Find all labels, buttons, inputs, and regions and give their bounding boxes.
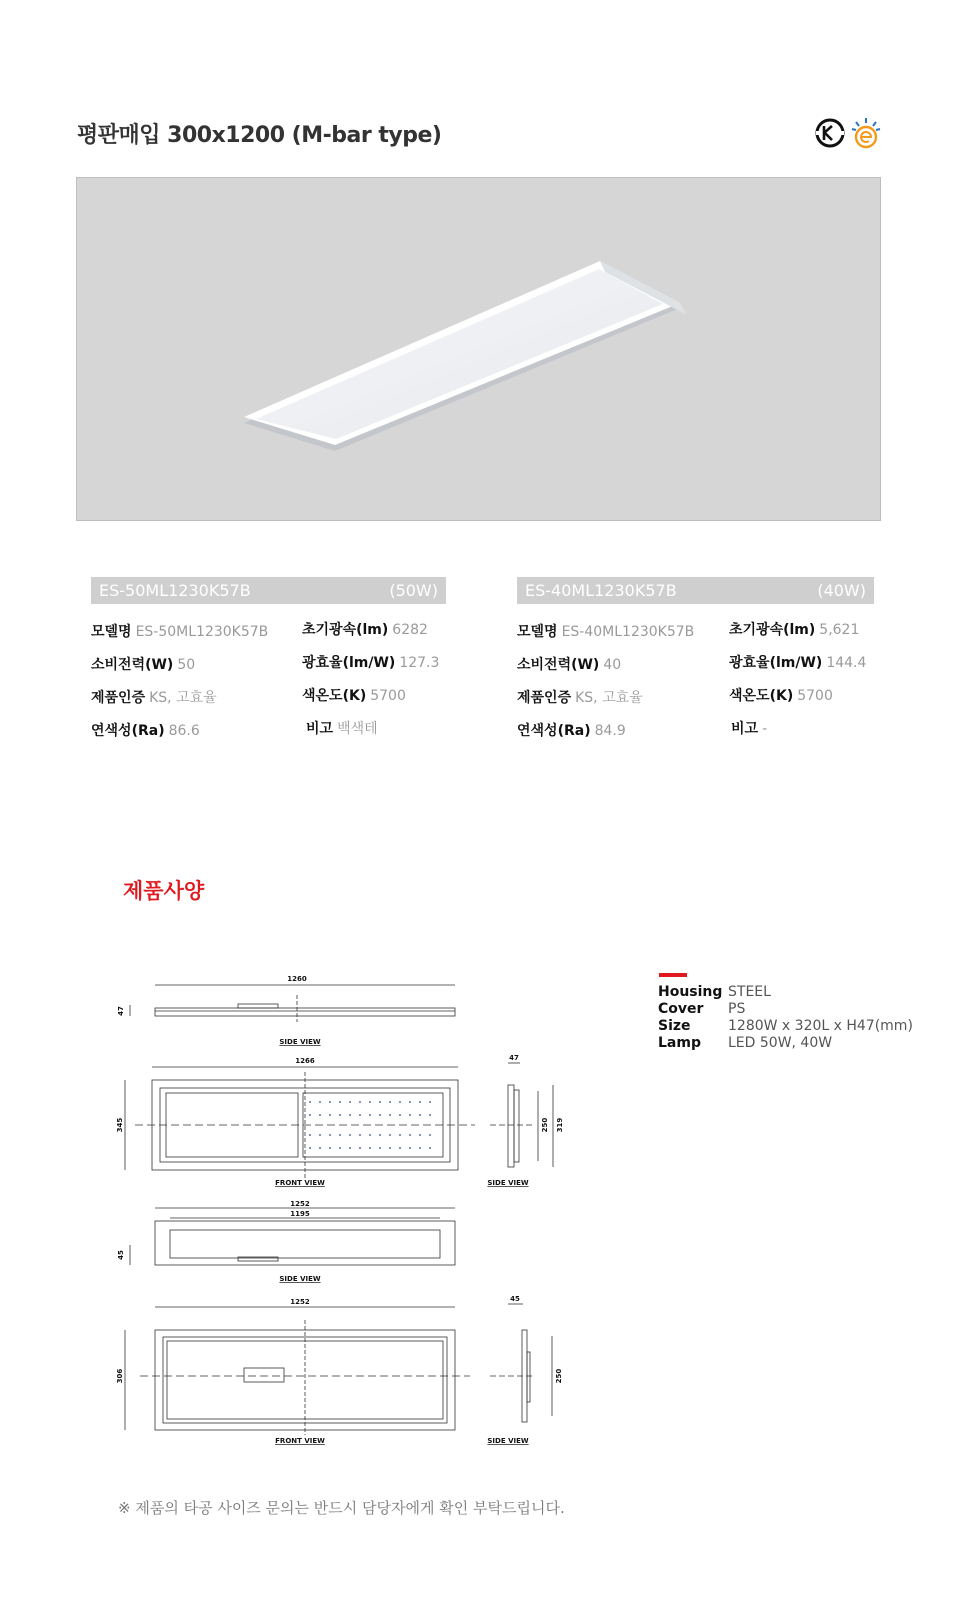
flat-panel-light-image [77,178,880,520]
spec-table [658,984,913,1052]
model-code: ES-50ML1230K57B [99,581,251,600]
spec-cri: 연색성(Ra) 84.9 [517,723,626,739]
view-label: FRONT VIEW [275,1179,325,1187]
spec-cert: 제품인증 KS, 고효율 [91,690,217,706]
model-header-50w [91,577,446,604]
view-label: SIDE VIEW [279,1038,321,1046]
dim-label: 1252 [290,1298,310,1306]
spec-lumen: 초기광속(lm) 5,621 [729,622,860,638]
spec-cct: 색온도(K) 5700 [302,688,406,704]
view-label: SIDE VIEW [487,1437,529,1445]
spec-power: 소비전력(W) 50 [91,657,196,673]
spec-model: 모델명 ES-50ML1230K57B [91,624,269,640]
dim-label: 47 [117,1006,125,1016]
spec-accent-bar [659,973,687,977]
spec-lumen: 초기광속(lm) 6282 [302,622,428,638]
spec-model: 모델명 ES-40ML1230K57B [517,624,695,640]
spec-power: 소비전력(W) 40 [517,657,622,673]
spec-row-cover: Cover PS [658,1001,746,1017]
view-label: FRONT VIEW [275,1437,325,1445]
dim-label: 250 [555,1368,563,1384]
footnote: ※ 제품의 타공 사이즈 문의는 반드시 담당자에게 확인 부탁드립니다. [118,1499,565,1517]
spec-row-housing: Housing STEEL [658,984,771,1000]
spec-cct: 색온도(K) 5700 [729,688,833,704]
view-label: SIDE VIEW [487,1179,529,1187]
section-title: 제품사양 [123,879,205,903]
dim-label: 319 [556,1117,564,1133]
spec-row-lamp: Lamp LED 50W, 40W [658,1035,833,1051]
view-label: SIDE VIEW [279,1275,321,1283]
spec-efficacy: 광효율(lm/W) 144.4 [729,655,867,671]
power-badge: (40W) [817,581,866,600]
power-badge: (50W) [389,581,438,600]
spec-row-size: Size 1280W x 320L x H47(mm) [658,1018,913,1034]
dim-label: 1266 [295,1057,315,1065]
dim-label: 345 [116,1117,124,1133]
model-code: ES-40ML1230K57B [525,581,677,600]
spec-remark: 비고 백색테 [306,721,378,737]
spec-efficacy: 광효율(lm/W) 127.3 [302,655,440,671]
dim-label: 47 [509,1054,519,1062]
technical-drawing [110,960,564,1450]
product-photo [76,177,881,521]
model-header-40w [517,577,874,604]
dim-label: 306 [116,1368,124,1384]
dim-label: 250 [541,1117,549,1133]
dim-label: 1195 [290,1210,310,1218]
spec-cri: 연색성(Ra) 86.6 [91,723,200,739]
spec-remark: 비고 - [731,721,768,737]
page-title: 평판매입 300x1200 (M-bar type) [77,123,442,148]
ks-mark-icon [813,116,847,150]
spec-cert: 제품인증 KS, 고효율 [517,690,643,706]
dim-label: 1252 [290,1200,310,1208]
dim-label: 45 [510,1295,520,1303]
dim-label: 1260 [287,975,307,983]
efficiency-mark-icon [849,116,883,150]
dim-label: 45 [117,1250,125,1260]
